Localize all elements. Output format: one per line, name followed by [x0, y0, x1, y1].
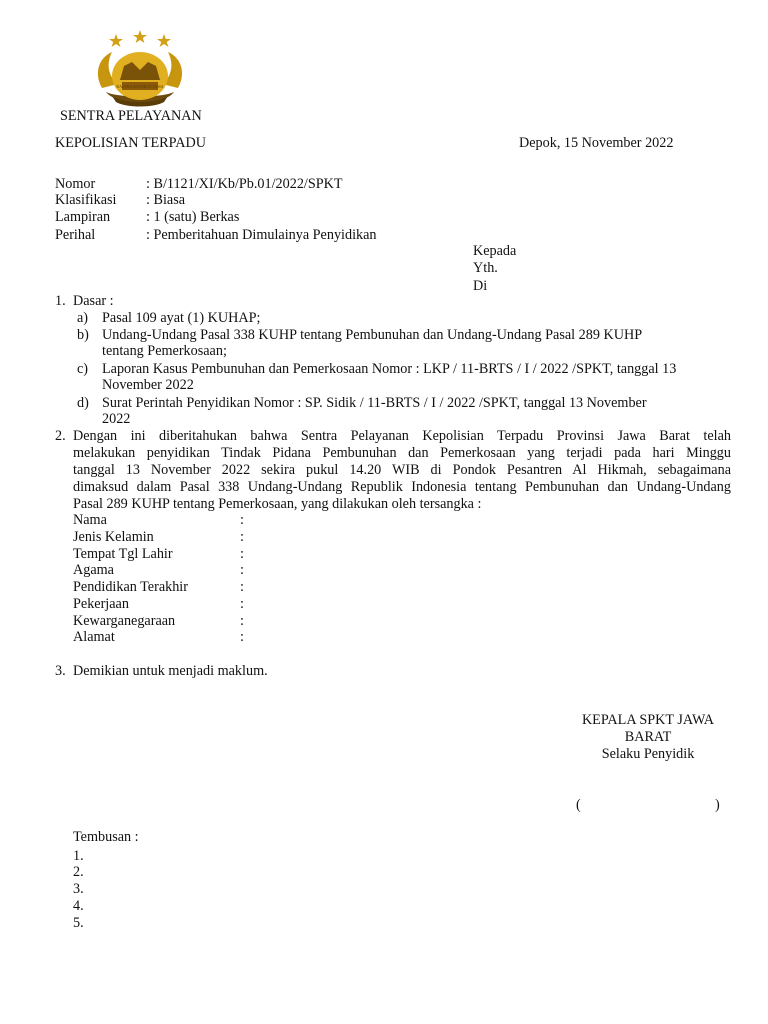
list-item: Surat Perintah Penyidikan Nomor : SP. Sidik / 11-BRTS / I / 2022 /SPKT, tanggal 13 November	[102, 395, 647, 411]
list-item-continuation: tentang Pemerkosaan;	[102, 343, 227, 359]
tembusan-item: 3.	[73, 881, 84, 897]
tembusan-item: 4.	[73, 898, 84, 914]
paragraph-line: melakukan penyidikan Tindak Pidana Pembunuhan dan Pemerkosaan yang terjadi pada hari Minggu	[73, 445, 731, 461]
paragraph-line: Pasal 289 KUHP tentang Pemerkosaan, yang dilakukan oleh tersangka :	[73, 496, 482, 512]
suspect-field-label: Pendidikan Terakhir	[73, 579, 188, 595]
meta-value: : 1 (satu) Berkas	[146, 209, 240, 225]
signature-open-paren: (	[576, 797, 581, 813]
section-number: 2.	[55, 428, 66, 444]
signature-close-paren: )	[715, 797, 720, 813]
suspect-field-colon: :	[240, 529, 244, 545]
suspect-field-colon: :	[240, 579, 244, 595]
meta-value: : Pemberitahuan Dimulainya Penyidikan	[146, 227, 377, 243]
suspect-field-label: Tempat Tgl Lahir	[73, 546, 173, 562]
org-name-line2: KEPOLISIAN TERPADU	[55, 135, 206, 151]
list-item: Laporan Kasus Pembunuhan dan Pemerkosaan Nomor : LKP / 11-BRTS / I / 2022 /SPKT, tanggal 13	[102, 361, 677, 377]
svg-text:RASTRA SEWAKOTTAMA: RASTRA SEWAKOTTAMA	[116, 84, 164, 89]
list-marker: a)	[77, 310, 89, 326]
suspect-field-label: Pekerjaan	[73, 596, 129, 612]
star-icon	[109, 34, 123, 47]
suspect-field-colon: :	[240, 613, 244, 629]
list-item-continuation: November 2022	[102, 377, 194, 393]
suspect-field-label: Alamat	[73, 629, 115, 645]
recipient-line: Kepada	[473, 243, 517, 259]
tembusan-title: Tembusan :	[73, 829, 139, 845]
suspect-field-label: Agama	[73, 562, 114, 578]
meta-label: Klasifikasi	[55, 192, 117, 208]
suspect-field-colon: :	[240, 562, 244, 578]
meta-value: : Biasa	[146, 192, 186, 208]
list-item: Pasal 109 ayat (1) KUHAP;	[102, 310, 261, 326]
suspect-field-colon: :	[240, 512, 244, 528]
suspect-field-label: Nama	[73, 512, 107, 528]
tembusan-item: 5.	[73, 915, 84, 931]
signatory-title: KEPALA SPKT JAWA BARAT	[581, 712, 715, 745]
paragraph-line: tanggal 13 November 2022 sekira pukul 14.20 WIB di Pondok Pesantren Al Hikmah, sebagaimana	[73, 462, 731, 478]
section-title: Dasar :	[73, 293, 114, 309]
meta-label: Perihal	[55, 227, 96, 243]
closing-text: Demikian untuk menjadi maklum.	[73, 663, 268, 679]
suspect-field-label: Jenis Kelamin	[73, 529, 154, 545]
list-item: Undang-Undang Pasal 338 KUHP tentang Pembunuhan dan Undang-Undang Pasal 289 KUHP	[102, 327, 643, 343]
meta-value: : B/1121/XI/Kb/Pb.01/2022/SPKT	[146, 176, 343, 192]
recipient-line: Yth.	[473, 260, 498, 276]
place-date: Depok, 15 November 2022	[519, 135, 674, 151]
tembusan-item: 1.	[73, 848, 84, 864]
recipient-line: Di	[473, 278, 488, 294]
suspect-field-label: Kewarganegaraan	[73, 613, 176, 629]
list-marker: c)	[77, 361, 89, 377]
paragraph-line: Dengan ini diberitahukan bahwa Sentra Pelayanan Kepolisian Terpadu Provinsi Jawa Barat telah	[73, 428, 731, 444]
signatory-subtitle: Selaku Penyidik	[601, 746, 695, 762]
meta-label: Lampiran	[55, 209, 111, 225]
suspect-field-colon: :	[240, 629, 244, 645]
suspect-field-colon: :	[240, 546, 244, 562]
paragraph-line: dimaksud dalam Pasal 338 Undang-Undang Republik Indonesia tentang Pembunuhan dan Undang-Undang	[73, 479, 731, 495]
star-icon	[157, 34, 171, 47]
list-marker: d)	[77, 395, 89, 411]
police-emblem-logo	[92, 30, 188, 112]
section-number: 1.	[55, 293, 66, 309]
section-number: 3.	[55, 663, 66, 679]
star-icon	[133, 30, 147, 43]
org-name-line1: SENTRA PELAYANAN	[60, 108, 202, 124]
list-item-continuation: 2022	[102, 411, 131, 427]
suspect-field-colon: :	[240, 596, 244, 612]
meta-label: Nomor	[55, 176, 96, 192]
tembusan-item: 2.	[73, 864, 84, 880]
list-marker: b)	[77, 327, 89, 343]
